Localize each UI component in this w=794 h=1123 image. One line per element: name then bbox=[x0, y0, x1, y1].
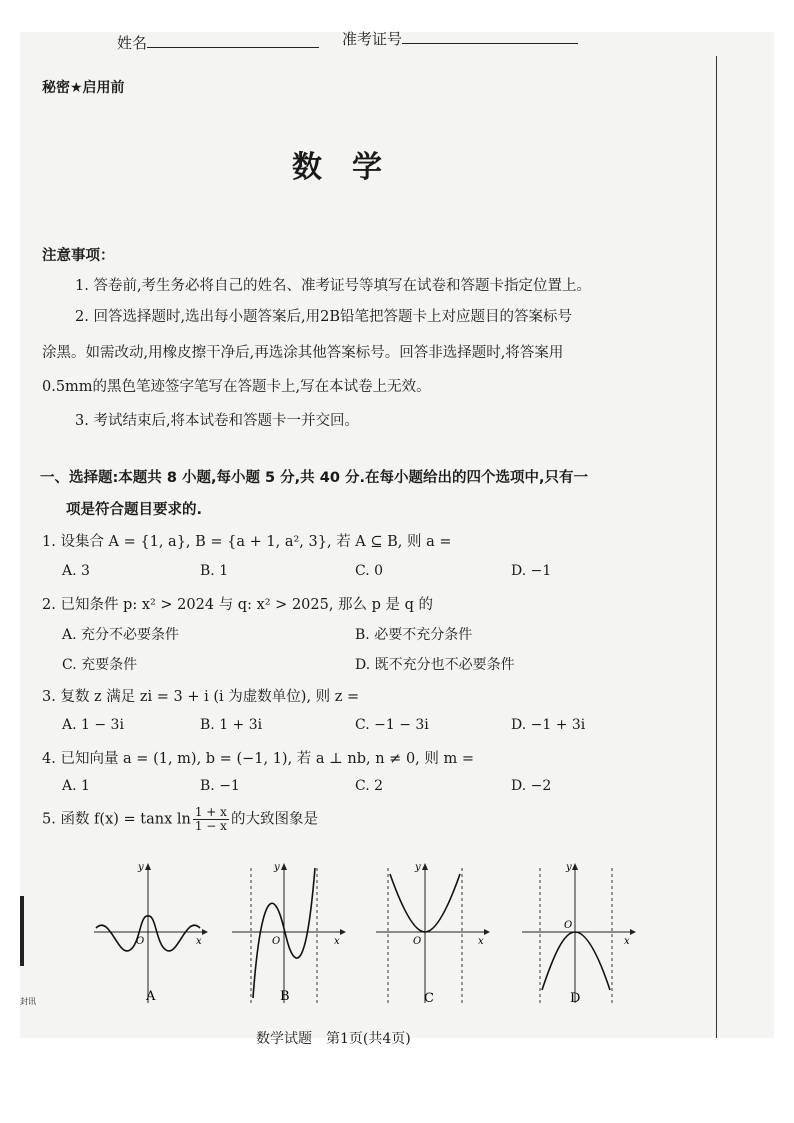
q5-prefix: 5. 函数 f(x) = tanx ln bbox=[42, 811, 191, 828]
graph-c bbox=[372, 858, 492, 1008]
question-stem: 4. 已知向量 a = (1, m), b = (−1, 1), 若 a ⊥ nb, n ≠ 0, 则 m = bbox=[42, 751, 475, 767]
origin-label: O bbox=[564, 920, 573, 931]
option: A. 1 − 3i bbox=[62, 717, 124, 733]
x-axis-label: x bbox=[334, 936, 340, 947]
x-axis-label: x bbox=[478, 936, 484, 947]
graph-label-d: D bbox=[570, 991, 581, 1006]
curve-d bbox=[542, 932, 610, 990]
y-axis-label: y bbox=[415, 862, 421, 873]
side-text: 封讯 bbox=[20, 997, 36, 1006]
graph-a bbox=[90, 858, 210, 1008]
scan-edge-mark bbox=[20, 896, 24, 966]
option: B. 必要不充分条件 bbox=[355, 627, 473, 643]
x-axis-label: x bbox=[196, 936, 202, 947]
graph-label-a: A bbox=[146, 989, 156, 1004]
exam-id-label: 准考证号 bbox=[342, 30, 403, 48]
section-heading: 一、选择题:本题共 8 小题,每小题 5 分,共 40 分.在每小题给出的四个选项中,只有一 bbox=[40, 470, 588, 486]
notice-item: 3. 考试结束后,将本试卷和答题卡一并交回。 bbox=[75, 413, 360, 429]
secret-mark: 秘密★启用前 bbox=[42, 80, 125, 96]
option: A. 3 bbox=[62, 563, 90, 579]
option: A. 充分不必要条件 bbox=[62, 627, 180, 643]
q5-suffix: 的大致图象是 bbox=[230, 811, 318, 828]
option: D. 既不充分也不必要条件 bbox=[355, 657, 515, 673]
option: D. −1 + 3i bbox=[511, 717, 586, 733]
origin-label: O bbox=[136, 936, 145, 947]
option: B. 1 + 3i bbox=[200, 717, 263, 733]
question-stem: 1. 设集合 A = {1, a}, B = {a + 1, a², 3}, 若 A ⊆ B, 则 a = bbox=[42, 534, 452, 550]
graph-label-c: C bbox=[424, 991, 434, 1006]
origin-label: O bbox=[272, 936, 281, 947]
x-axis-label: x bbox=[624, 936, 630, 947]
option: D. −1 bbox=[511, 563, 552, 579]
option: C. 2 bbox=[355, 778, 384, 794]
binding-line bbox=[716, 56, 717, 1038]
section-heading-cont: 项是符合题目要求的. bbox=[66, 502, 203, 518]
option: C. 充要条件 bbox=[62, 657, 138, 673]
name-field bbox=[117, 32, 319, 53]
page-footer: 数学试题 第1页(共4页) bbox=[256, 1031, 411, 1047]
graph-label-b: B bbox=[280, 989, 290, 1004]
exam-id-field bbox=[342, 28, 578, 49]
y-axis-label: y bbox=[566, 862, 572, 873]
page-title: 数学 bbox=[292, 150, 412, 185]
notice-item: 2. 回答选择题时,选出每小题答案后,用2B铅笔把答题卡上对应题目的答案标号 bbox=[75, 309, 573, 325]
question-stem-q5 bbox=[42, 806, 318, 833]
name-label: 姓名 bbox=[117, 34, 148, 52]
graph-d bbox=[518, 858, 638, 1008]
graph-b bbox=[228, 858, 348, 1008]
option: D. −2 bbox=[511, 778, 552, 794]
option: A. 1 bbox=[62, 778, 90, 794]
notice-item: 涂黑。如需改动,用橡皮擦干净后,再选涂其他答案标号。回答非选择题时,将答案用 bbox=[42, 345, 564, 361]
name-blank bbox=[147, 33, 319, 48]
question-stem: 3. 复数 z 满足 zi = 3 + i (i 为虚数单位), 则 z = bbox=[42, 689, 360, 705]
notice-item: 0.5mm的黑色笔迹签字笔写在答题卡上,写在本试卷上无效。 bbox=[42, 379, 431, 395]
question-stem: 2. 已知条件 p: x² > 2024 与 q: x² > 2025, 那么 p 是 q 的 bbox=[42, 597, 434, 613]
q5-fraction bbox=[193, 806, 229, 833]
exam-id-blank bbox=[402, 29, 578, 44]
q5-frac-numerator: 1 + x bbox=[194, 805, 227, 819]
origin-label: O bbox=[413, 936, 422, 947]
option: B. −1 bbox=[200, 778, 240, 794]
y-axis-label: y bbox=[274, 862, 280, 873]
notice-item: 1. 答卷前,考生务必将自己的姓名、准考证号等填写在试卷和答题卡指定位置上。 bbox=[75, 278, 592, 294]
option: C. 0 bbox=[355, 563, 384, 579]
y-axis-label: y bbox=[138, 862, 144, 873]
option: B. 1 bbox=[200, 563, 229, 579]
notice-heading: 注意事项： bbox=[42, 248, 115, 264]
q5-frac-denominator: 1 − x bbox=[194, 819, 227, 833]
option: C. −1 − 3i bbox=[355, 717, 429, 733]
